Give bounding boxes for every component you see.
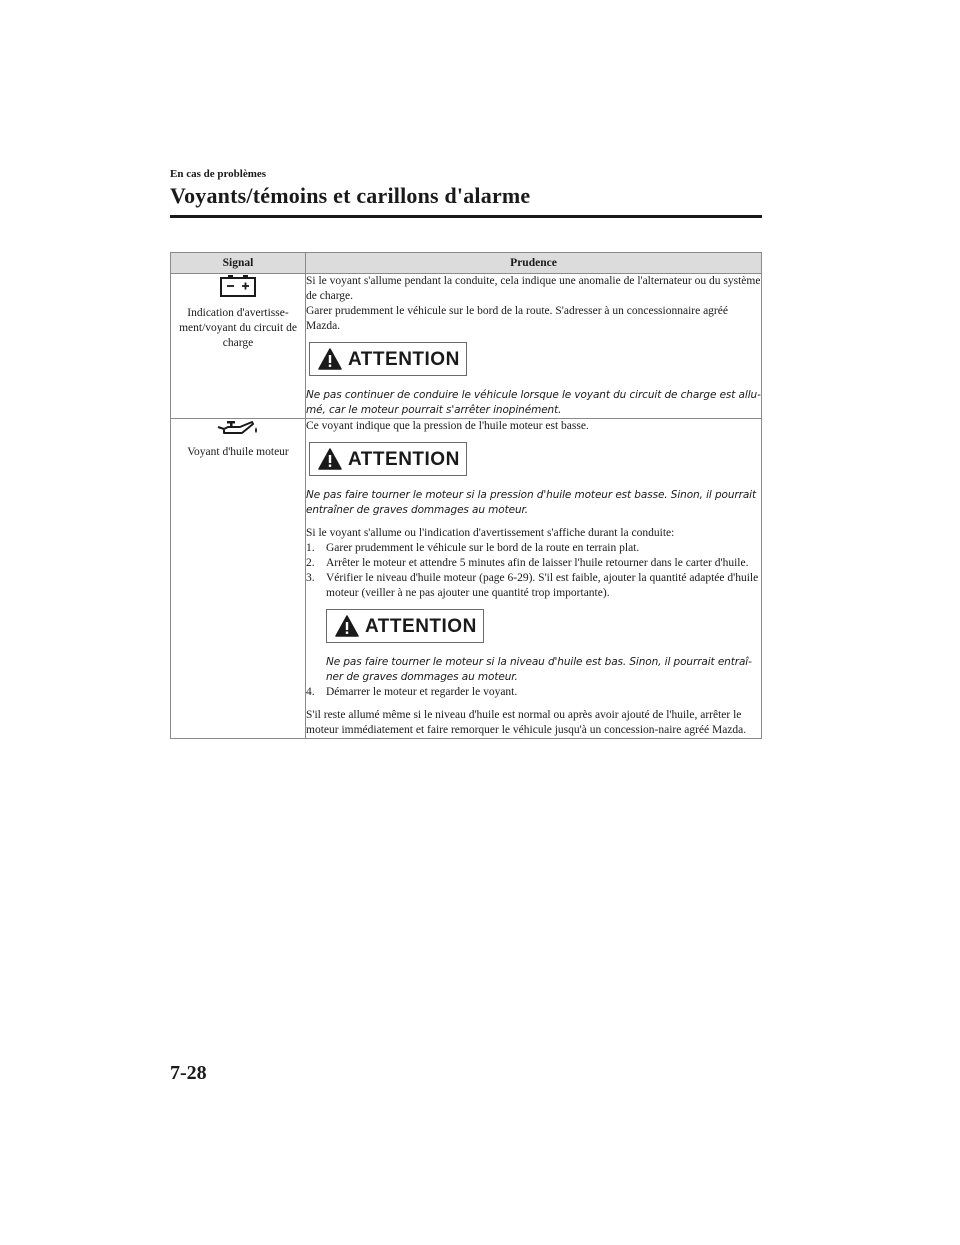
page-number: 7-28 <box>170 1062 207 1084</box>
step-text: Démarrer le moteur et regarder le voyant. <box>326 686 518 698</box>
oil-can-icon <box>216 419 260 441</box>
step-text: Arrêter le moteur et attendre 5 minutes afin de laisser l'huile retourner dans le carter d'huile. <box>326 557 749 569</box>
battery-icon <box>218 274 258 298</box>
column-header-signal: Signal <box>171 253 306 274</box>
signal-cell <box>171 419 306 739</box>
description-text: Si le voyant s'allume pendant la conduite, cela indique une anomalie de l'alternateur ou du système de charge. <box>306 275 761 302</box>
prudence-cell <box>306 274 762 419</box>
list-item <box>306 556 761 571</box>
warning-triangle-icon <box>318 348 342 370</box>
section-label: En cas de problèmes <box>170 168 267 180</box>
steps-list <box>306 685 761 700</box>
page-title: Voyants/témoins et carillons d'alarme <box>170 183 531 208</box>
table-row <box>171 419 762 739</box>
caution-text: Ne pas faire tourner le moteur si la niveau d'huile est bas. Sinon, il pourrait entraî-ner de graves dommages au moteur. <box>326 656 752 683</box>
closing-text: S'il reste allumé même si le niveau d'huile est normal ou après avoir ajouté de l'huile, arrêter le moteur immédiatement et faire remorquer le véhicule jusqu'à un concession-naire agréé Mazda. <box>306 709 747 736</box>
attention-badge <box>309 442 467 476</box>
step-number: 2. <box>306 557 315 569</box>
step-number: 3. <box>306 572 315 584</box>
signal-label: Voyant d'huile moteur <box>187 446 289 458</box>
step-number: 4. <box>306 686 315 698</box>
column-header-prudence: Prudence <box>306 253 762 274</box>
description-text: Ce voyant indique que la pression de l'huile moteur est basse. <box>306 420 589 432</box>
signal-label: Indication d'avertisse-ment/voyant du circuit de charge <box>179 307 297 349</box>
list-item <box>306 571 761 601</box>
warning-triangle-icon <box>318 448 342 470</box>
attention-badge <box>326 609 484 643</box>
caution-text: Ne pas continuer de conduire le véhicule lorsque le voyant du circuit de charge est allu-mé, car le moteur pourrait s'arrêter inopinément. <box>306 389 761 416</box>
attention-badge <box>309 342 467 376</box>
prudence-cell <box>306 419 762 739</box>
warning-triangle-icon <box>335 615 359 637</box>
table-row <box>171 274 762 419</box>
warning-table <box>170 252 762 739</box>
list-item <box>306 685 761 700</box>
table-header-row <box>171 253 762 274</box>
title-rule <box>170 215 762 218</box>
steps-list <box>306 541 761 601</box>
description-text: Garer prudemment le véhicule sur le bord de la route. S'adresser à un concessionnaire agréé Mazda. <box>306 305 728 332</box>
list-item <box>306 541 761 556</box>
step-text: Vérifier le niveau d'huile moteur (page 6-29). S'il est faible, ajouter la quantité adaptée d'huile moteur (veiller à ne pas ajouter une quantité trop importante). <box>326 572 759 599</box>
step-text: Garer prudemment le véhicule sur le bord de la route en terrain plat. <box>326 542 640 554</box>
signal-cell <box>171 274 306 419</box>
attention-label: ATTENTION <box>365 615 477 637</box>
attention-label: ATTENTION <box>348 448 460 470</box>
steps-intro: Si le voyant s'allume ou l'indication d'avertissement s'affiche durant la conduite: <box>306 527 675 539</box>
attention-label: ATTENTION <box>348 348 460 370</box>
step-number: 1. <box>306 542 315 554</box>
caution-text: Ne pas faire tourner le moteur si la pression d'huile moteur est basse. Sinon, il pourrait entraîner de graves dommages au moteur. <box>306 489 756 516</box>
